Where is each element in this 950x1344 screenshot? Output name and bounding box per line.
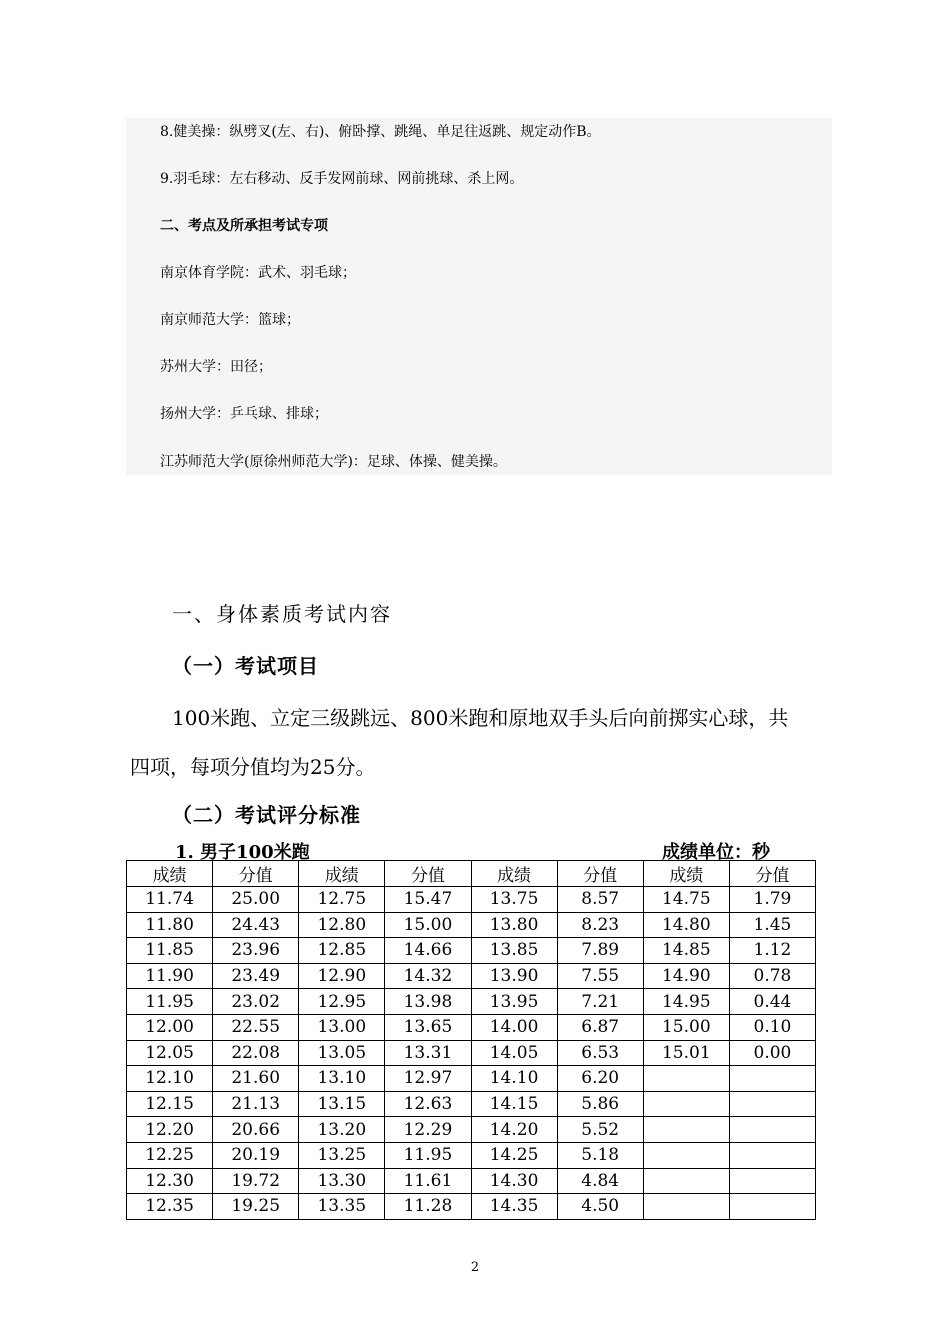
table-cell: 6.87 xyxy=(557,1014,643,1040)
table-cell xyxy=(643,1168,729,1194)
table-cell: 1.45 xyxy=(729,912,815,938)
excerpt-line-site: 南京师范大学：篮球； xyxy=(160,312,300,328)
table-cell: 12.00 xyxy=(127,1014,213,1040)
table-cell: 13.15 xyxy=(299,1091,385,1117)
excerpt-line-site: 南京体育学院：武术、羽毛球； xyxy=(160,265,356,281)
table-cell: 14.25 xyxy=(471,1142,557,1168)
paragraph-text: 100米跑、立定三级跳远、800米跑和原地双手头后向前掷实心球，共 xyxy=(172,706,789,730)
table-cell: 23.96 xyxy=(213,938,299,964)
table-cell: 14.20 xyxy=(471,1117,557,1143)
table-row xyxy=(127,1014,816,1040)
table-row xyxy=(127,1168,816,1194)
table-cell: 15.00 xyxy=(643,1014,729,1040)
table-cell: 14.80 xyxy=(643,912,729,938)
table-cell xyxy=(729,1117,815,1143)
table-cell xyxy=(729,1194,815,1220)
table-cell: 13.31 xyxy=(385,1040,471,1066)
table-row xyxy=(127,1091,816,1117)
table-cell: 11.85 xyxy=(127,938,213,964)
table-cell: 14.75 xyxy=(643,887,729,913)
table-cell: 13.25 xyxy=(299,1142,385,1168)
table-cell: 4.84 xyxy=(557,1168,643,1194)
table-cell: 14.10 xyxy=(471,1066,557,1092)
excerpt-line-site: 扬州大学：乒乓球、排球； xyxy=(160,406,328,422)
table-cell: 13.95 xyxy=(471,989,557,1015)
table-cell xyxy=(729,1142,815,1168)
table-cell: 14.05 xyxy=(471,1040,557,1066)
table-cell: 0.00 xyxy=(729,1040,815,1066)
excerpt-line-site: 江苏师范大学(原徐州师范大学)：足球、体操、健美操。 xyxy=(160,454,507,470)
table-row xyxy=(127,1040,816,1066)
paragraph-line xyxy=(130,702,832,731)
table-cell xyxy=(643,1194,729,1220)
table-cell xyxy=(729,1066,815,1092)
table-cell: 1.79 xyxy=(729,887,815,913)
table-row xyxy=(127,1194,816,1220)
table-cell: 13.20 xyxy=(299,1117,385,1143)
table-cell: 11.95 xyxy=(127,989,213,1015)
table-cell: 14.90 xyxy=(643,963,729,989)
header-cell: 分值 xyxy=(729,861,815,887)
table-cell: 13.30 xyxy=(299,1168,385,1194)
table-cell: 23.02 xyxy=(213,989,299,1015)
header-cell: 成绩 xyxy=(127,861,213,887)
table-cell: 25.00 xyxy=(213,887,299,913)
table-row xyxy=(127,887,816,913)
table-cell: 12.10 xyxy=(127,1066,213,1092)
table-cell: 12.35 xyxy=(127,1194,213,1220)
table-cell: 4.50 xyxy=(557,1194,643,1220)
table-cell: 12.25 xyxy=(127,1142,213,1168)
table-cell: 7.55 xyxy=(557,963,643,989)
subheading-scoring-standard: （二）考试评分标准 xyxy=(172,803,361,827)
table-cell: 6.53 xyxy=(557,1040,643,1066)
table-row xyxy=(127,963,816,989)
table-cell: 11.61 xyxy=(385,1168,471,1194)
table-cell: 11.95 xyxy=(385,1142,471,1168)
table-cell: 12.20 xyxy=(127,1117,213,1143)
table-cell: 13.98 xyxy=(385,989,471,1015)
table-cell: 12.80 xyxy=(299,912,385,938)
table-cell xyxy=(643,1117,729,1143)
header-cell: 成绩 xyxy=(643,861,729,887)
table-cell: 13.65 xyxy=(385,1014,471,1040)
table-cell: 24.43 xyxy=(213,912,299,938)
table-cell: 14.30 xyxy=(471,1168,557,1194)
excerpt-line-site: 苏州大学：田径； xyxy=(160,359,272,375)
table-cell: 5.52 xyxy=(557,1117,643,1143)
table-cell xyxy=(643,1142,729,1168)
table-cell: 11.74 xyxy=(127,887,213,913)
header-cell: 分值 xyxy=(213,861,299,887)
table-cell: 14.32 xyxy=(385,963,471,989)
table-cell: 12.75 xyxy=(299,887,385,913)
score-table xyxy=(126,860,816,1220)
table-cell: 19.25 xyxy=(213,1194,299,1220)
header-cell: 分值 xyxy=(557,861,643,887)
table-cell: 12.95 xyxy=(299,989,385,1015)
table-cell: 8.23 xyxy=(557,912,643,938)
table-cell xyxy=(729,1091,815,1117)
table-unit: 成绩单位：秒 xyxy=(662,842,770,863)
paragraph-line: 四项，每项分值均为25分。 xyxy=(130,755,376,779)
table-cell xyxy=(643,1066,729,1092)
table-cell: 14.35 xyxy=(471,1194,557,1220)
table-cell xyxy=(643,1091,729,1117)
table-cell: 23.49 xyxy=(213,963,299,989)
excerpt-line-aerobics: 8.健美操：纵劈叉(左、右)、俯卧撑、跳绳、单足往返跳、规定动作B。 xyxy=(160,124,601,140)
table-cell: 12.97 xyxy=(385,1066,471,1092)
table-cell: 13.00 xyxy=(299,1014,385,1040)
table-cell: 20.19 xyxy=(213,1142,299,1168)
section-heading: 一、身体素质考试内容 xyxy=(172,602,392,626)
table-cell: 13.85 xyxy=(471,938,557,964)
table-cell: 11.80 xyxy=(127,912,213,938)
table-body xyxy=(127,887,816,1220)
table-cell: 15.47 xyxy=(385,887,471,913)
table-cell: 12.30 xyxy=(127,1168,213,1194)
table-cell: 12.29 xyxy=(385,1117,471,1143)
table-cell: 15.01 xyxy=(643,1040,729,1066)
table-row xyxy=(127,1142,816,1168)
table-cell: 7.89 xyxy=(557,938,643,964)
table-cell: 0.10 xyxy=(729,1014,815,1040)
table-cell: 19.72 xyxy=(213,1168,299,1194)
table-cell: 11.90 xyxy=(127,963,213,989)
table-cell: 13.05 xyxy=(299,1040,385,1066)
table-cell: 13.80 xyxy=(471,912,557,938)
table-cell: 13.90 xyxy=(471,963,557,989)
table-cell: 6.20 xyxy=(557,1066,643,1092)
table-cell: 12.63 xyxy=(385,1091,471,1117)
table-cell: 14.95 xyxy=(643,989,729,1015)
table-cell: 11.28 xyxy=(385,1194,471,1220)
table-cell: 12.90 xyxy=(299,963,385,989)
table-cell: 12.15 xyxy=(127,1091,213,1117)
table-cell: 15.00 xyxy=(385,912,471,938)
table-cell: 21.60 xyxy=(213,1066,299,1092)
table-cell: 22.55 xyxy=(213,1014,299,1040)
table-cell: 12.85 xyxy=(299,938,385,964)
table-cell: 14.85 xyxy=(643,938,729,964)
table-cell: 1.12 xyxy=(729,938,815,964)
table-cell: 14.00 xyxy=(471,1014,557,1040)
table-row xyxy=(127,989,816,1015)
table-cell: 5.86 xyxy=(557,1091,643,1117)
table-cell: 12.05 xyxy=(127,1040,213,1066)
table-cell: 14.66 xyxy=(385,938,471,964)
table-cell: 13.75 xyxy=(471,887,557,913)
table-cell: 0.44 xyxy=(729,989,815,1015)
table-row xyxy=(127,1066,816,1092)
table-cell: 5.18 xyxy=(557,1142,643,1168)
table-cell: 20.66 xyxy=(213,1117,299,1143)
table-cell: 14.15 xyxy=(471,1091,557,1117)
table-row xyxy=(127,1117,816,1143)
subheading-exam-items: （一）考试项目 xyxy=(172,654,319,678)
table-cell: 7.21 xyxy=(557,989,643,1015)
table-cell xyxy=(729,1168,815,1194)
table-title: 1. 男子100米跑 xyxy=(175,842,310,863)
table-cell: 0.78 xyxy=(729,963,815,989)
table-row xyxy=(127,938,816,964)
table-cell: 22.08 xyxy=(213,1040,299,1066)
page-number: 2 xyxy=(470,1260,480,1275)
header-cell: 成绩 xyxy=(299,861,385,887)
table-cell: 13.10 xyxy=(299,1066,385,1092)
excerpt-heading-exam-sites: 二、考点及所承担考试专项 xyxy=(160,218,328,234)
excerpt-line-badminton: 9.羽毛球：左右移动、反手发网前球、网前挑球、杀上网。 xyxy=(160,171,524,187)
table-header-row xyxy=(127,861,816,887)
header-cell: 分值 xyxy=(385,861,471,887)
table-cell: 13.35 xyxy=(299,1194,385,1220)
header-cell: 成绩 xyxy=(471,861,557,887)
table-cell: 21.13 xyxy=(213,1091,299,1117)
table-cell: 8.57 xyxy=(557,887,643,913)
table-row xyxy=(127,912,816,938)
